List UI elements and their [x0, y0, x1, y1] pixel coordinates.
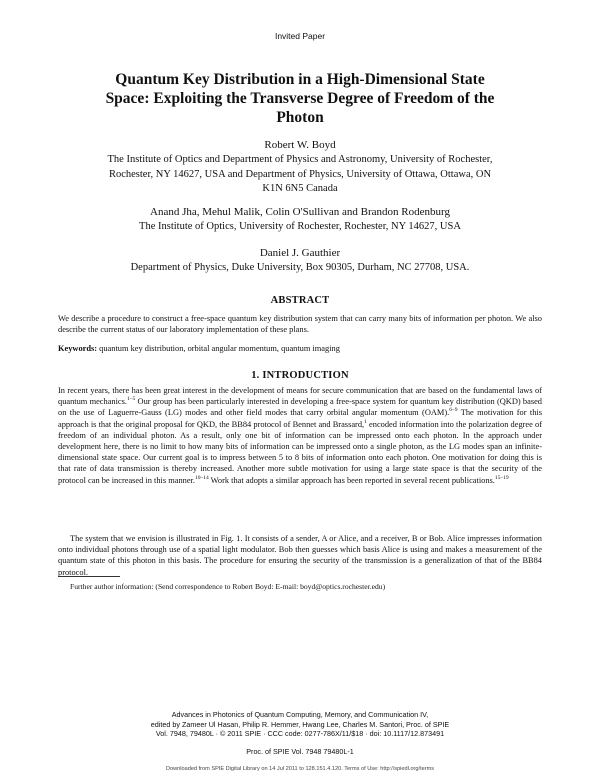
invited-paper-label: Invited Paper	[274, 31, 326, 41]
proceedings-line: Advances in Photonics of Quantum Computing, Memory, and Communication IV,	[171, 710, 429, 719]
author-name: Anand Jha, Mehul Malik, Colin O'Sullivan and Brandon Rodenburg	[150, 206, 450, 218]
title-line: Space: Exploiting the Transverse Degree of Freedom of the	[105, 90, 495, 107]
download-notice: Downloaded from SPIE Digital Library on 14 Jul 2011 to 128.151.4.120. Terms of Use: http://spiedl.org/terms	[165, 766, 435, 772]
proceedings-line: Vol. 7948, 79480L · © 2011 SPIE · CCC code: 0277-786X/11/$18 · doi: 10.1117/12.873491	[155, 729, 445, 738]
title-line: Photon	[276, 109, 324, 126]
author-name: Daniel J. Gauthier	[259, 247, 341, 259]
affiliation-line: Rochester, NY 14627, USA and Department of Physics, University of Ottawa, Ottawa, ON	[108, 168, 492, 180]
section-heading-introduction: 1. INTRODUCTION	[251, 370, 349, 381]
abstract-text: We describe a procedure to construct a free-space quantum key distribution system that can carry many bits of information per photon. We also describe the current status of our laboratory implementation of these plans.	[58, 314, 542, 335]
keywords-line	[58, 343, 542, 354]
author-affiliation	[58, 220, 542, 235]
intro-text: In recent years, there has been great interest in the development of means for secure communication that are based on the fundamental laws of quantum mechanics.	[58, 386, 542, 407]
intro-text: The motivation for this approach is that the original proposal for QKD, the BB84 protocol of Bennet and Brassard,	[58, 408, 542, 429]
footnote-rule	[58, 576, 120, 577]
intro-text: Work that adopts a similar approach has been reported in several recent publications.	[208, 475, 495, 485]
affiliation-line: The Institute of Optics and Department of Physics and Astronomy, University of Rochester,	[107, 154, 493, 165]
citation-ref: 15–19	[494, 474, 509, 481]
paper-title	[60, 70, 540, 127]
citation-ref: 1–5	[127, 396, 136, 403]
citation-ref: 10–14	[194, 474, 209, 481]
author-name: Robert W. Boyd	[264, 139, 336, 151]
keywords-label: Keywords:	[58, 344, 98, 353]
page-identifier: Proc. of SPIE Vol. 7948 79480L-1	[246, 747, 354, 756]
affiliation-line: Department of Physics, Duke University, Box 90305, Durham, NC 27708, USA.	[130, 262, 470, 273]
abstract-heading: ABSTRACT	[270, 295, 330, 306]
author-affiliation	[58, 153, 542, 197]
intro-text: Our group has been particularly interested in developing a free-space system for quantum key distribution (QKD) based on the use of Laguerre-Gauss (LG) modes and other field modes that carry orbital angular momentum (OAM).	[58, 397, 542, 418]
author-affiliation	[58, 261, 542, 276]
affiliation-line: K1N 6N5 Canada	[262, 183, 338, 194]
citation-ref: 6–9	[449, 407, 458, 414]
keywords-text: quantum key distribution, orbital angular momentum, quantum imaging	[99, 344, 340, 353]
proceedings-info	[0, 710, 600, 739]
title-line: Quantum Key Distribution in a High-Dimensional State	[115, 71, 485, 88]
proceedings-line: edited by Zameer Ul Hasan, Philip R. Hemmer, Hwang Lee, Charles M. Santori, Proc. of SPIE	[150, 719, 450, 729]
intro-paragraph-2: The system that we envision is illustrated in Fig. 1. It consists of a sender, A or Alice, and a receiver, B or Bob. Alice impresses information onto individual photons through use of a spatial light modulator. Bob then guesses which basis Alice is using and makes a measurement of the quantum state of this photon in this basis. The procedure for ensuring the security of the transmission is a generalization of that of the BB84 protocol.	[58, 534, 542, 577]
intro-paragraph-1	[58, 385, 542, 486]
intro-text: encoded information into the polarization degree of freedom of an individual photon. As a result, only one bit of information can be impressed onto each photon. In the approach under development here, there is no limit to how many bits of information can be impressed onto a single photon, as the LG modes span an infinite-dimensional state space. Our current goal is to impress between 5 to 8 bits of information onto each photon. One motivation for doing this is that rate of data transmission is thereby increased. Another more subtle motivation for using a large state space is that the security of the protocol can be increased in this manner.	[58, 419, 543, 485]
affiliation-line: The Institute of Optics, University of Rochester, Rochester, NY 14627, USA	[139, 221, 461, 232]
author-footnote: Further author information: (Send correspondence to Robert Boyd: E-mail: boyd@optics.rochester.edu)	[70, 582, 386, 591]
citation-ref: 1	[364, 418, 367, 425]
